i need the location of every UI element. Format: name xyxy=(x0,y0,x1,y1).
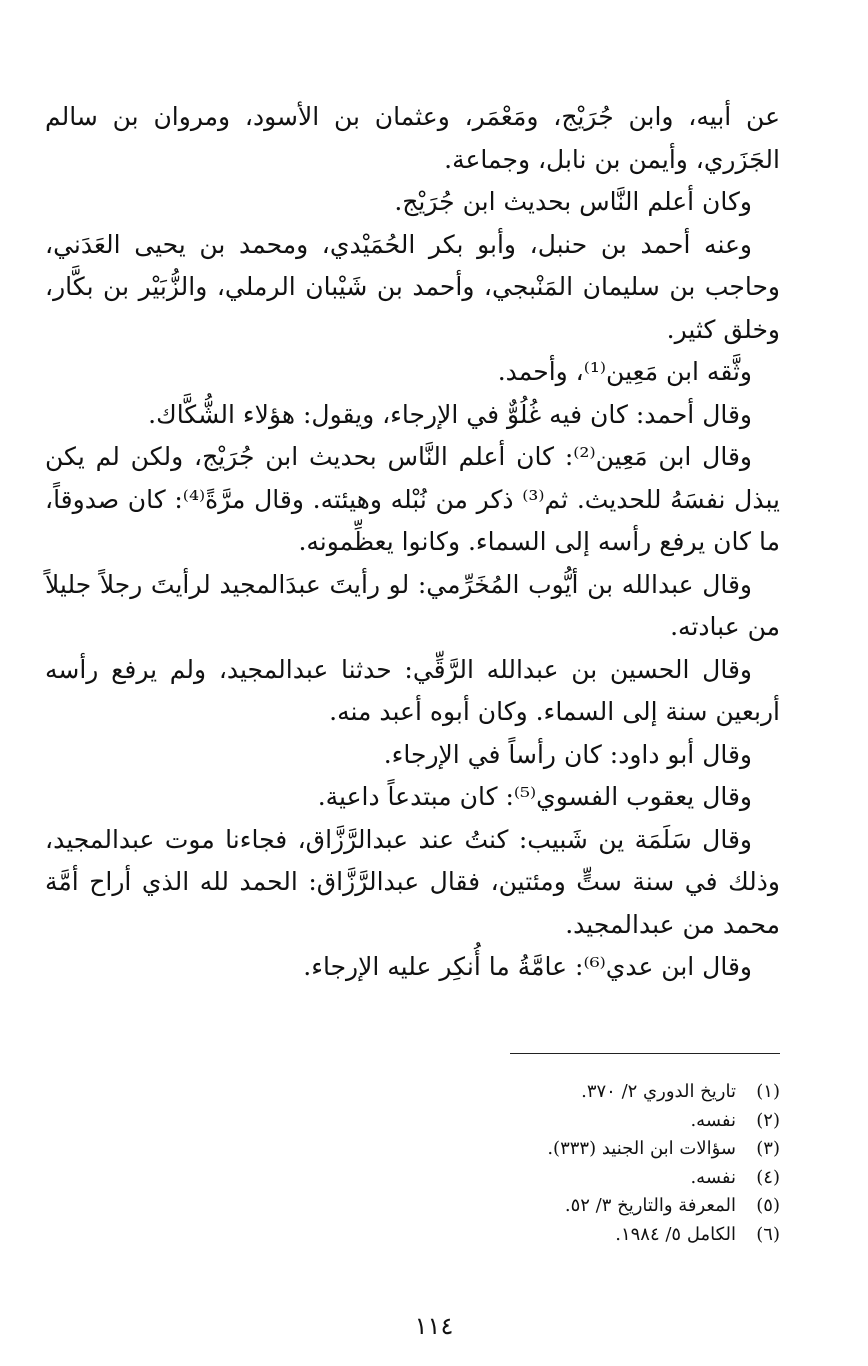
footnote-item xyxy=(280,1221,780,1250)
paragraph: وقال ابن عدي⁽⁶⁾: عامَّةُ ما أُنكِر عليه الإرجاء. xyxy=(303,952,752,981)
footnote-number: (٣) xyxy=(756,1138,780,1159)
paragraph: وقال عبدالله بن أيُّوب المُخَرِّمي: لو رأيتَ عبدَالمجيد لرأيتَ رجلاً جليلاً من عبادته. xyxy=(45,569,780,641)
footnote-number: (٦) xyxy=(756,1223,780,1245)
paragraph: وقال أبو داود: كان رأساً في الإرجاء. xyxy=(383,739,752,769)
main-text xyxy=(45,96,780,989)
paragraph: عن أبيه، وابن جُرَيْج، ومَعْمَر، وعثمان بن الأسود، ومروان بن سالم الجَزَري، وأيمن بن نابل، وجماعة. xyxy=(45,102,780,174)
paragraph: وقال يعقوب الفسوي⁽⁵⁾: كان مبتدعاً داعية. xyxy=(317,782,752,811)
footnote-text: المعرفة والتاريخ ٣/ ٥٢. xyxy=(564,1195,736,1216)
footnote-text: نفسه. xyxy=(690,1109,736,1131)
footnote-number: (١) xyxy=(756,1081,780,1102)
footnote-item xyxy=(280,1192,780,1221)
paragraph: وقال ابن مَعِين⁽²⁾: كان أعلم النَّاس بحديث ابن جُرَيْج، ولكن لم يكن يبذل نفسَهُ للحديث. ثم⁽³⁾ ذكر من نُبْله وهيئته. وقال مرَّةً⁽⁴⁾: كان صدوقاً، ما كان يرفع رأسه إلى السماء. وكانوا يعظِّمونه. xyxy=(45,442,780,556)
footnote-item xyxy=(280,1164,780,1193)
paragraph: وقال أحمد: كان فيه غُلُوٌّ في الإرجاء، ويقول: هؤلاء الشُّكَّاك. xyxy=(148,399,752,429)
footnote-item xyxy=(280,1078,780,1107)
footnote-text: سؤالات ابن الجنيد (٣٣٣). xyxy=(547,1138,736,1159)
footnote-number: (٥) xyxy=(756,1195,780,1216)
paragraph: وعنه أحمد بن حنبل، وأبو بكر الحُمَيْدي، ومحمد بن يحيى العَدَني، وحاجب بن سليمان المَنْبجي، وأحمد بن شَيْبان الرملي، والزُّبَيْر بن بكَّار، وخلق كثير. xyxy=(45,229,780,344)
paragraph: وثَّقه ابن مَعِين⁽¹⁾، وأحمد. xyxy=(497,357,752,386)
footnote-number: (٢) xyxy=(756,1109,780,1131)
footnote-item xyxy=(280,1107,780,1136)
paragraph: وكان أعلم النَّاس بحديث ابن جُرَيْج. xyxy=(394,187,752,216)
paragraph: وقال الحسين بن عبدالله الرَّقِّي: حدثنا عبدالمجيد، ولم يرفع رأسه أربعين سنة إلى السماء. وكان أبوه أعبد منه. xyxy=(45,654,780,726)
paragraph: وقال سَلَمَة ين شَبيب: كنتُ عند عبدالرَّزَّاق، فجاءنا موت عبدالمجيد، وذلك في سنة ستٍّ ومئتين، فقال عبدالرَّزَّاق: الحمد لله الذي أراح أمَّة محمد من عبدالمجيد. xyxy=(45,824,780,939)
footnote-text: نفسه. xyxy=(690,1166,736,1188)
footnote-text: الكامل ٥/ ١٩٨٤. xyxy=(615,1223,736,1245)
page-number: ١١٤ xyxy=(414,1312,454,1340)
footnote-text: تاريخ الدوري ٢/ ٣٧٠. xyxy=(581,1081,736,1102)
footnote-item xyxy=(280,1135,780,1164)
footnote-separator xyxy=(510,1053,780,1054)
footnotes-list xyxy=(280,1078,780,1249)
footnote-number: (٤) xyxy=(756,1166,780,1188)
